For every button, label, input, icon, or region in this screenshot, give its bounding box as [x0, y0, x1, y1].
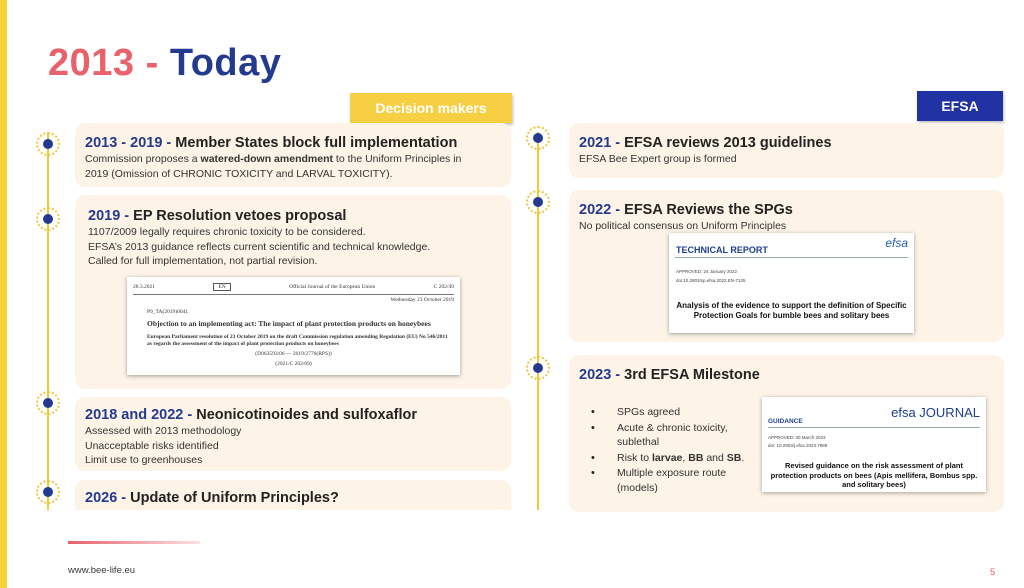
- journal-date: 28.3.2021: [133, 284, 155, 290]
- journal-body: European Parliament resolution of 23 October 2019 on the draft Commission regulation amending Regulation (EU) No 546/2011 as regards the assessment of the impact of plant protection products on honeybees: [147, 334, 448, 347]
- card-heading: [579, 134, 994, 152]
- report-doi: doi:10.2903/sp.efsa.2022.EN-7125: [676, 278, 746, 283]
- title-today: Today: [169, 42, 282, 84]
- left-timeline-line: [47, 132, 49, 510]
- journal-procedure: (D063593/06 — 2019/2776(RPS)): [255, 351, 332, 357]
- text-part: to the Uniform Principles in: [332, 153, 462, 165]
- card-2023: [569, 355, 1004, 512]
- timeline-dot: [526, 356, 550, 380]
- journal-code: C 202/49: [433, 284, 454, 290]
- list-item: • Acute & chronic toxicity, sublethal: [589, 421, 759, 450]
- card-year: 2013 - 2019 -: [85, 135, 176, 151]
- card-2026: [75, 480, 511, 510]
- report-rule: [675, 257, 908, 258]
- timeline-dot: [526, 126, 550, 150]
- title-year: 2013: [48, 42, 135, 84]
- card-heading: [85, 489, 501, 507]
- card-2022: [569, 190, 1004, 342]
- card-text: 2019 (Omission of CHRONIC TOXICITY and LARVAL TOXICITY).: [85, 167, 393, 180]
- journal-ref: (2021/C 202/09): [275, 361, 312, 367]
- card-year: 2018 and 2022 -: [85, 407, 197, 423]
- text-bold: watered-down amendment: [200, 153, 333, 165]
- footer-url[interactable]: www.bee-life.eu: [68, 565, 136, 576]
- text-part: and: [703, 451, 727, 464]
- guidance-approved: APPROVED: 30 March 2023: [768, 435, 826, 440]
- card-title: Update of Uniform Principles?: [130, 490, 339, 506]
- guidance-doi: doi: 10.2903/j.efsa.2023.7989: [768, 443, 828, 448]
- card-text: Limit use to greenhouses: [85, 454, 203, 466]
- efsa-logo: efsa: [885, 236, 908, 250]
- guidance-journal-image: [762, 397, 986, 492]
- text-bold: larvae: [652, 451, 683, 464]
- official-journal-image: [127, 277, 460, 375]
- timeline-dot: [526, 190, 550, 214]
- card-heading: [85, 134, 501, 152]
- card-2018-2022: [75, 397, 511, 471]
- card-text: 1107/2009 legally requires chronic toxicity to be considered.: [88, 226, 366, 238]
- card-year: 2022 -: [579, 202, 625, 218]
- report-title: Analysis of the evidence to support the definition of Specific Protection Goals for bumble bees and solitary bees: [676, 301, 907, 320]
- card-heading: [579, 366, 994, 384]
- left-accent-bar: [0, 0, 7, 588]
- timeline-dot: [36, 391, 60, 415]
- journal-header: [127, 277, 460, 291]
- card-heading: [85, 406, 501, 424]
- card-text: Unacceptable risks identified: [85, 439, 219, 452]
- card-text: Assessed with 2013 methodology: [85, 425, 242, 437]
- efsa-tag: EFSA: [917, 91, 1003, 121]
- footer-accent-line: [68, 541, 200, 544]
- list-item: [589, 451, 759, 466]
- card-text: EFSA’s 2013 guidance reflects current scientific and technical knowledge.: [88, 240, 431, 253]
- page-number: 5: [990, 567, 996, 578]
- text-bold: SB: [726, 451, 742, 464]
- report-header: TECHNICAL REPORT: [676, 245, 768, 255]
- card-year: 2021 -: [579, 135, 625, 151]
- card-text: Called for full implementation, not partial revision.: [88, 255, 318, 267]
- efsa-journal-logo: efsa JOURNAL: [891, 405, 980, 420]
- timeline-dot: [36, 132, 60, 156]
- card-text: EFSA Bee Expert group is formed: [579, 153, 737, 165]
- technical-report-image: [669, 233, 914, 333]
- text-part: Risk to: [617, 451, 653, 464]
- guidance-title: Revised guidance on the risk assessment of plant protection products on bees (Apis mellifera, Bombus spp. and solitary bees): [770, 461, 978, 489]
- decision-makers-tag: Decision makers: [350, 93, 512, 123]
- card-title: EFSA reviews 2013 guidelines: [624, 135, 832, 151]
- guidance-rule: [768, 427, 980, 428]
- card-year: 2026 -: [85, 490, 131, 506]
- list-item: • SPGs agreed: [589, 405, 759, 420]
- text-part: ,: [682, 451, 689, 464]
- card-title: Member States block full implementation: [175, 135, 458, 151]
- card-year: 2023 -: [579, 367, 625, 383]
- journal-objection: Objection to an implementing act: The impact of plant protection products on honeybees: [147, 319, 431, 328]
- card-text: [85, 152, 501, 167]
- journal-lang: EN: [213, 283, 230, 291]
- card-title: EP Resolution vetoes proposal: [133, 208, 347, 224]
- report-approved: APPROVED: 24 January 2022: [676, 269, 738, 274]
- title-dash: -: [134, 42, 170, 84]
- card-title: Neonicotinoides and sulfoxaflor: [196, 407, 417, 423]
- text-bold: BB: [688, 451, 704, 464]
- list-item: • Multiple exposure route (models): [589, 466, 759, 495]
- text-part: Commission proposes a: [85, 153, 201, 165]
- card-heading: [88, 207, 498, 225]
- journal-name: Official Journal of the European Union: [289, 284, 376, 290]
- card-2021: [569, 123, 1004, 178]
- journal-session-date: Wednesday 23 October 2019: [390, 297, 454, 303]
- card-text: No political consensus on Uniform Principles: [579, 220, 787, 232]
- card-heading: [579, 201, 994, 219]
- right-timeline-line: [537, 132, 539, 510]
- card-2013-2019: [75, 123, 511, 187]
- journal-ref-code: P9_TA(2019)0041: [147, 309, 189, 315]
- guidance-header: GUIDANCE: [768, 418, 803, 425]
- slide-title: [48, 42, 281, 85]
- card-year: 2019 -: [88, 208, 134, 224]
- card-2019: [75, 195, 511, 389]
- milestone-list: [589, 405, 759, 496]
- text-part: .: [741, 451, 745, 464]
- card-title: 3rd EFSA Milestone: [624, 367, 760, 383]
- card-title: EFSA Reviews the SPGs: [624, 202, 793, 218]
- timeline-dot: [36, 207, 60, 231]
- timeline-dot: [36, 480, 60, 504]
